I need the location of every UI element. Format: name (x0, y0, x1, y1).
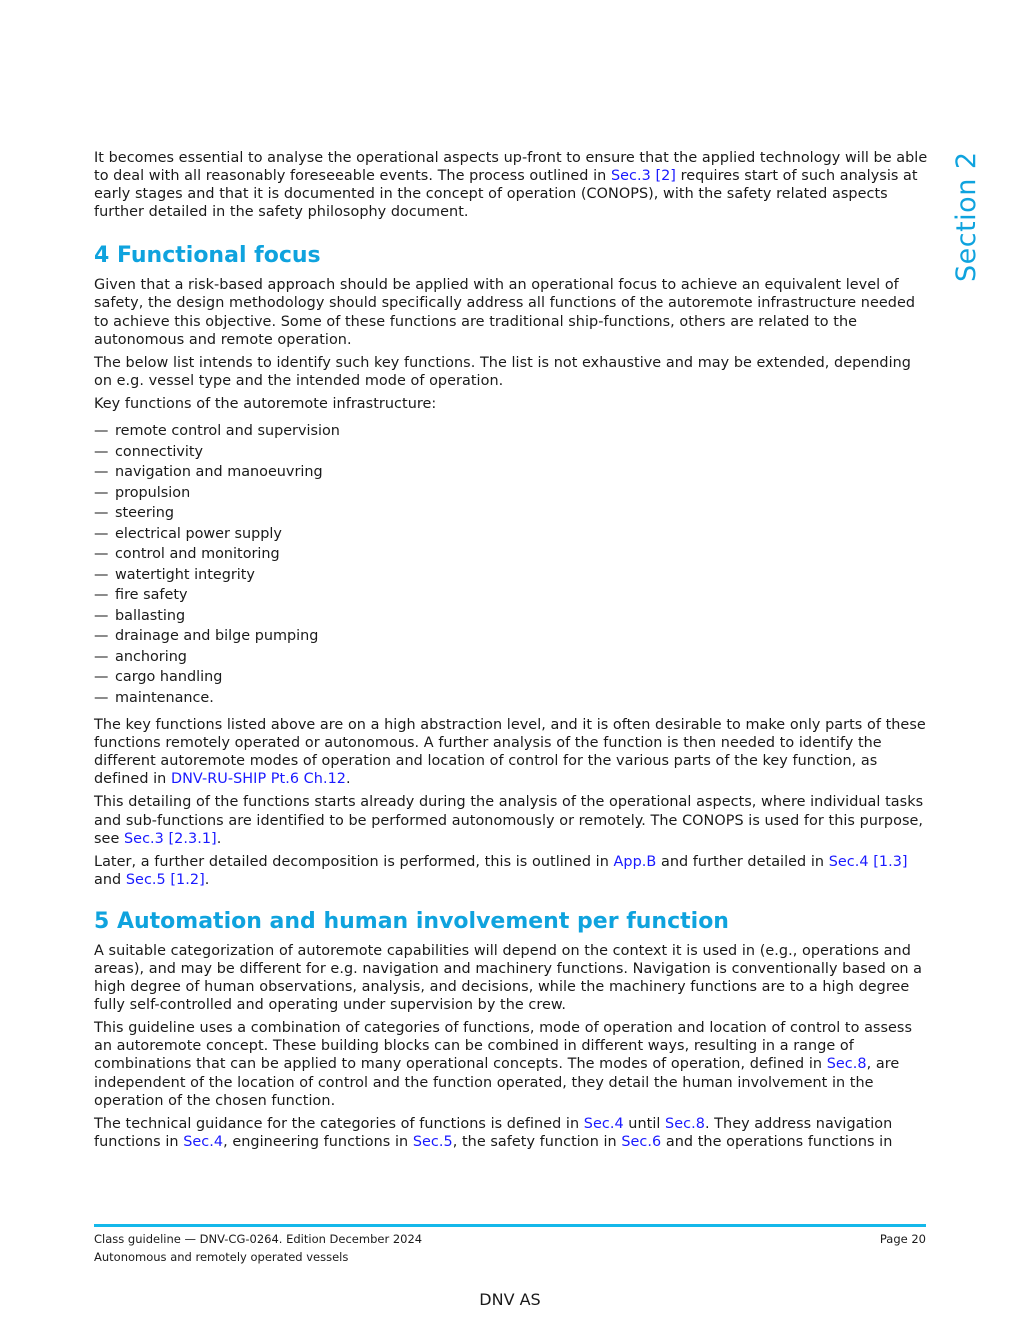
text-run: until (623, 1115, 666, 1132)
list-item (94, 421, 928, 442)
list-item (94, 544, 928, 565)
section4-paragraph-5 (94, 793, 928, 847)
list-item-text: ballasting (115, 607, 186, 624)
link-sec4[interactable]: Sec.4 (183, 1133, 224, 1150)
dash-bullet: — (94, 505, 109, 522)
list-item (94, 585, 928, 606)
list-item (94, 626, 928, 647)
list-item-text: propulsion (115, 484, 191, 501)
section4-paragraph-3: Key functions of the autoremote infrastructure: (94, 395, 437, 412)
list-item (94, 524, 928, 545)
list-item (94, 606, 928, 627)
key-functions-list (94, 421, 928, 708)
list-item (94, 565, 928, 586)
link-sec3-2-3-1[interactable]: Sec.3 [2.3.1] (123, 830, 217, 847)
list-item-text: watertight integrity (115, 566, 255, 583)
heading-section-4: 4 Functional focus (94, 243, 321, 269)
text-run: , engineering functions in (223, 1133, 413, 1150)
link-app-b[interactable]: App.B (613, 853, 657, 870)
dash-bullet: — (94, 443, 109, 460)
list-item-text: connectivity (115, 443, 204, 460)
footer-publisher: DNV AS (479, 1290, 541, 1309)
footer-page-number: Page 20 (879, 1232, 926, 1246)
text-run: Later, a further detailed decomposition is performed, this is outlined in (94, 853, 614, 870)
dash-bullet: — (94, 525, 109, 542)
text-run: and (94, 871, 126, 888)
list-item (94, 483, 928, 504)
link-sec5-1-2[interactable]: Sec.5 [1.2] (125, 871, 205, 888)
link-sec4-1-3[interactable]: Sec.4 [1.3] (828, 853, 908, 870)
list-item-text: fire safety (115, 587, 188, 604)
list-item (94, 503, 928, 524)
section4-paragraph-2: The below list intends to identify such key functions. The list is not exhaustive and may be extended, depending on e.g. vessel type and the intended mode of operation. (94, 354, 911, 389)
section5-paragraph-3 (94, 1115, 928, 1151)
dash-bullet: — (94, 689, 109, 706)
text-run: , the safety function in (452, 1133, 622, 1150)
dash-bullet: — (94, 587, 109, 604)
text-run: . (204, 871, 210, 888)
list-item-text: electrical power supply (115, 525, 282, 542)
list-item (94, 442, 928, 463)
list-item-text: maintenance. (115, 689, 214, 706)
link-sec8[interactable]: Sec.8 (665, 1115, 705, 1132)
dash-bullet: — (94, 607, 109, 624)
dash-bullet: — (94, 423, 109, 440)
link-sec5[interactable]: Sec.5 (412, 1133, 453, 1150)
dash-bullet: — (94, 546, 109, 563)
link-sec3-2[interactable]: Sec.3 [2] (610, 168, 676, 185)
list-item-text: cargo handling (115, 669, 223, 686)
list-item (94, 688, 928, 709)
dash-bullet: — (94, 464, 109, 481)
footer-document-title: Autonomous and remotely operated vessels (94, 1250, 349, 1264)
text-run: , are independent of the location of control and the function operated, they detail the human involvement in the operation of the chosen function. (94, 1056, 900, 1109)
heading-section-5: 5 Automation and human involvement per function (94, 908, 729, 934)
list-item (94, 667, 928, 688)
text-run: This guideline uses a combination of categories of functions, mode of operation and location of control to assess an autoremote concept. These building blocks can be combined in different ways, resulting in a range of combinations that can be applied to many operational concepts. The modes of operation, defined in (94, 1020, 913, 1073)
section5-paragraph-2 (94, 1019, 928, 1109)
list-item-text: anchoring (115, 648, 187, 665)
section4-paragraph-1: Given that a risk-based approach should be applied with an operational focus to achieve an equivalent level of safety, the design methodology should specifically address all functions of the autoremote infrastructure needed to achieve this objective. Some of these functions are traditional ship-functions, others are related to the autonomous and remote operation. (94, 277, 916, 348)
text-run: The technical guidance for the categories of functions is defined in (94, 1115, 584, 1132)
list-item-text: navigation and manoeuvring (115, 464, 323, 481)
section4-paragraph-6 (94, 853, 928, 889)
list-item (94, 462, 928, 483)
link-dnv-ru-ship[interactable]: DNV-RU-SHIP Pt.6 Ch.12 (170, 771, 346, 788)
list-item-text: steering (115, 505, 175, 522)
text-run: and further detailed in (656, 853, 829, 870)
page-body (94, 149, 928, 1156)
dash-bullet: — (94, 669, 109, 686)
text-run: The key functions listed above are on a high abstraction level, and it is often desirable to make only parts of these functions remotely operated or autonomous. A further analysis of the function is then needed to identify the different autoremote modes of operation and location of control for the various parts of the key function, as defined in (94, 717, 926, 788)
dash-bullet: — (94, 484, 109, 501)
dash-bullet: — (94, 628, 109, 645)
link-sec6[interactable]: Sec.6 (621, 1133, 662, 1150)
section4-paragraph-4 (94, 716, 928, 788)
list-item-text: drainage and bilge pumping (115, 628, 319, 645)
text-run: . (216, 830, 222, 847)
text-run: and the operations functions in (661, 1133, 893, 1150)
intro-paragraph (94, 149, 928, 221)
dash-bullet: — (94, 566, 109, 583)
text-run: requires start of such analysis at early stages and that it is documented in the concept of operation (CONOPS), with the safety related aspects further detailed in the safety philosophy document. (94, 168, 918, 221)
link-sec8[interactable]: Sec.8 (826, 1056, 867, 1073)
section-side-label: Section 2 (951, 151, 982, 282)
text-run: This detailing of the functions starts already during the analysis of the operational aspects, where individual tasks and sub-functions are identified to be performed autonomously or remotely. The CONOPS is used for this purpose, see (94, 794, 924, 847)
text-run: . They address navigation functions in (94, 1115, 893, 1150)
dash-bullet: — (94, 648, 109, 665)
link-sec4[interactable]: Sec.4 (583, 1115, 624, 1132)
section5-paragraph-1: A suitable categorization of autoremote capabilities will depend on the context it is used in (e.g., operations and areas), and may be different for e.g. navigation and machinery functions. Navigation is conventionally based on a high degree of human observations, analysis, and decisions, while the machinery functions are to a high degree fully self-controlled and operating under supervision by the crew. (94, 942, 922, 1014)
list-item-text: control and monitoring (115, 546, 280, 563)
list-item (94, 647, 928, 668)
list-item-text: remote control and supervision (115, 423, 340, 440)
text-run: . (345, 771, 351, 788)
text-run: It becomes essential to analyse the operational aspects up-front to ensure that the applied technology will be able to deal with all reasonably foreseeable events. The process outlined in (94, 150, 928, 185)
footer-divider (94, 1224, 926, 1227)
footer-document-id: Class guideline — DNV-CG-0264. Edition December 2024 (94, 1232, 423, 1246)
